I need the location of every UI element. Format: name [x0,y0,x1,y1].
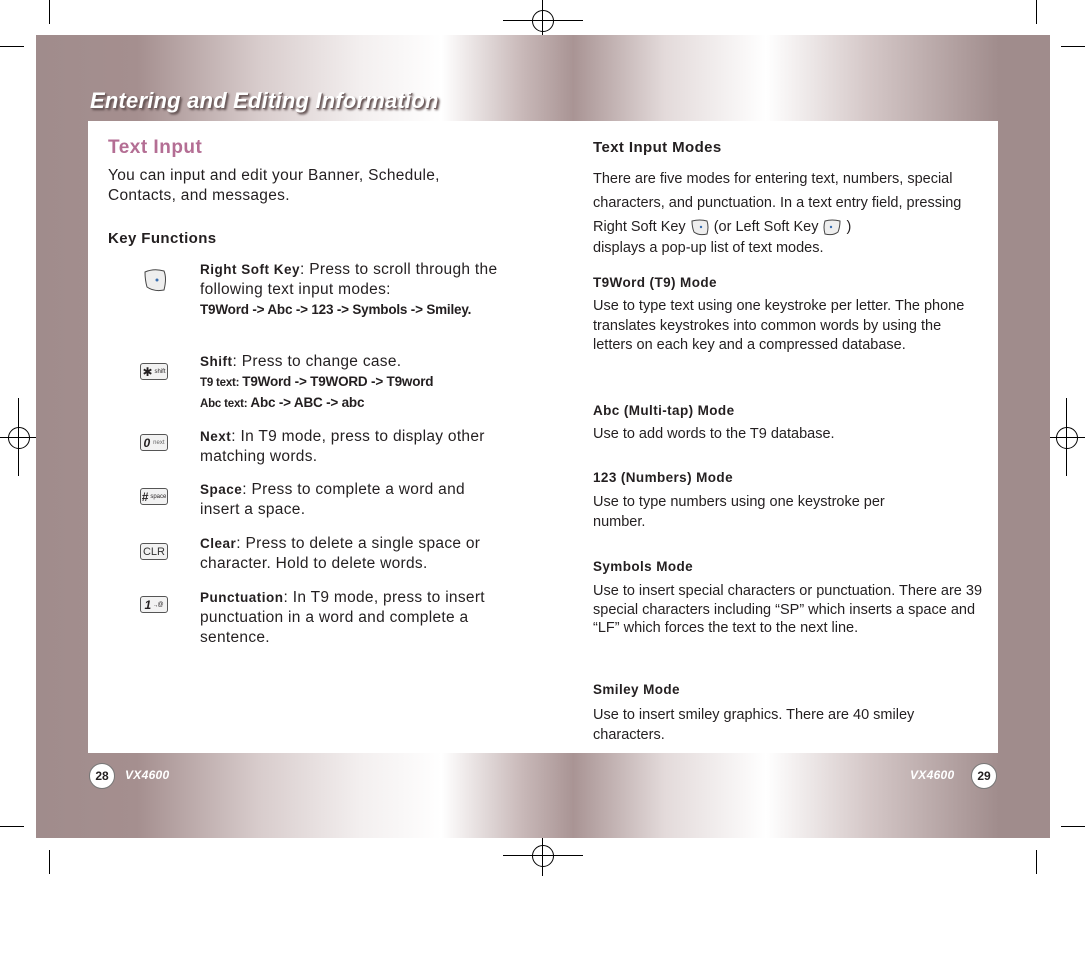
key-sub: T9Word -> Abc -> 123 -> Symbols -> Smiley. [200,302,472,317]
mode-text-symbols: Use to insert special characters or punctuation. There are 39 special characters including “SP” which inserts a space and “LF” which forces the text to the next line. [593,583,983,636]
mode-heading-t9word: T9Word (T9) Mode [593,275,717,290]
mode-text-t9word: Use to type text using one keystroke per letter. The phone translates keystrokes into common words by using the letters on each key and a compressed database. [593,298,965,353]
pound-space-key-icon: # space [141,489,167,504]
key-desc: : Press to scroll through the following text input modes: [200,261,498,298]
one-punctuation-key-icon: 1 .,@ [140,596,168,613]
mode-text-smiley: Use to insert smiley graphics. There are 40 smiley characters. [593,707,915,743]
text-input-modes-intro: There are five modes for entering text, numbers, special characters, and punctuation. In a text entry field, pressing Right Soft Key (or Left Soft Key ) displays a pop-up list of text modes. [593,171,962,256]
mode-heading-symbols: Symbols Mode [593,559,694,574]
key-name: Punctuation [200,590,284,605]
key-desc: : Press to change case. [232,353,402,370]
crop-mark [1061,46,1085,47]
crop-mark [49,0,50,24]
key-entry-next [200,427,500,467]
key-functions-heading: Key Functions [108,230,217,247]
key-entry-right-soft-key [200,260,500,320]
registration-circle [532,10,554,32]
registration-circle [532,845,554,867]
left-soft-key-icon [822,219,842,236]
mode-text-123: Use to type numbers using one keystroke per number. [593,494,885,530]
section-title: Entering and Editing Information [90,88,439,113]
registration-circle [8,427,30,449]
key-sub: T9 text: T9Word -> T9WORD -> T9word [200,374,434,389]
clr-key-icon: CLR [140,543,168,560]
mode-text-abc: Use to add words to the T9 database. [593,426,835,442]
crop-mark [1061,826,1085,827]
key-name: Next [200,429,232,444]
key-name: Right Soft Key [200,262,300,277]
text-input-modes-heading: Text Input Modes [593,139,722,156]
key-entry-punctuation [200,588,500,648]
key-desc: : Press to delete a single space or character. Hold to delete words. [200,535,481,572]
key-name: Shift [200,354,233,369]
crop-mark [0,46,24,47]
registration-circle [1056,427,1078,449]
page-number-left: 28 [89,763,115,789]
crop-mark [49,850,50,874]
text-input-heading: Text Input [108,137,203,158]
crop-mark [1036,850,1037,874]
crop-mark [1036,0,1037,24]
page-number-right: 29 [971,763,997,789]
key-entry-space [200,480,500,520]
right-soft-key-icon [690,219,710,236]
model-label-right: VX4600 [910,768,955,782]
key-name: Clear [200,536,237,551]
key-sub: Abc text: Abc -> ABC -> abc [200,395,365,410]
key-desc: : In T9 mode, press to display other matching words. [200,428,485,465]
star-shift-key-icon: ✱ shift [140,363,168,380]
key-entry-shift [200,352,500,414]
key-name: Space [200,482,243,497]
key-desc: : Press to complete a word and insert a space. [200,481,465,518]
model-label-left: VX4600 [125,768,170,782]
zero-next-key-icon: 0 next [140,434,168,451]
crop-mark [0,826,24,827]
key-entry-clear [200,534,500,574]
mode-heading-smiley: Smiley Mode [593,682,680,697]
mode-heading-123: 123 (Numbers) Mode [593,470,733,485]
key-desc: : In T9 mode, press to insert punctuation in a word and complete a sentence. [200,589,485,646]
text-input-intro: You can input and edit your Banner, Schedule, Contacts, and messages. [108,167,440,204]
mode-heading-abc: Abc (Multi-tap) Mode [593,403,735,418]
right-soft-key-icon [142,268,168,294]
